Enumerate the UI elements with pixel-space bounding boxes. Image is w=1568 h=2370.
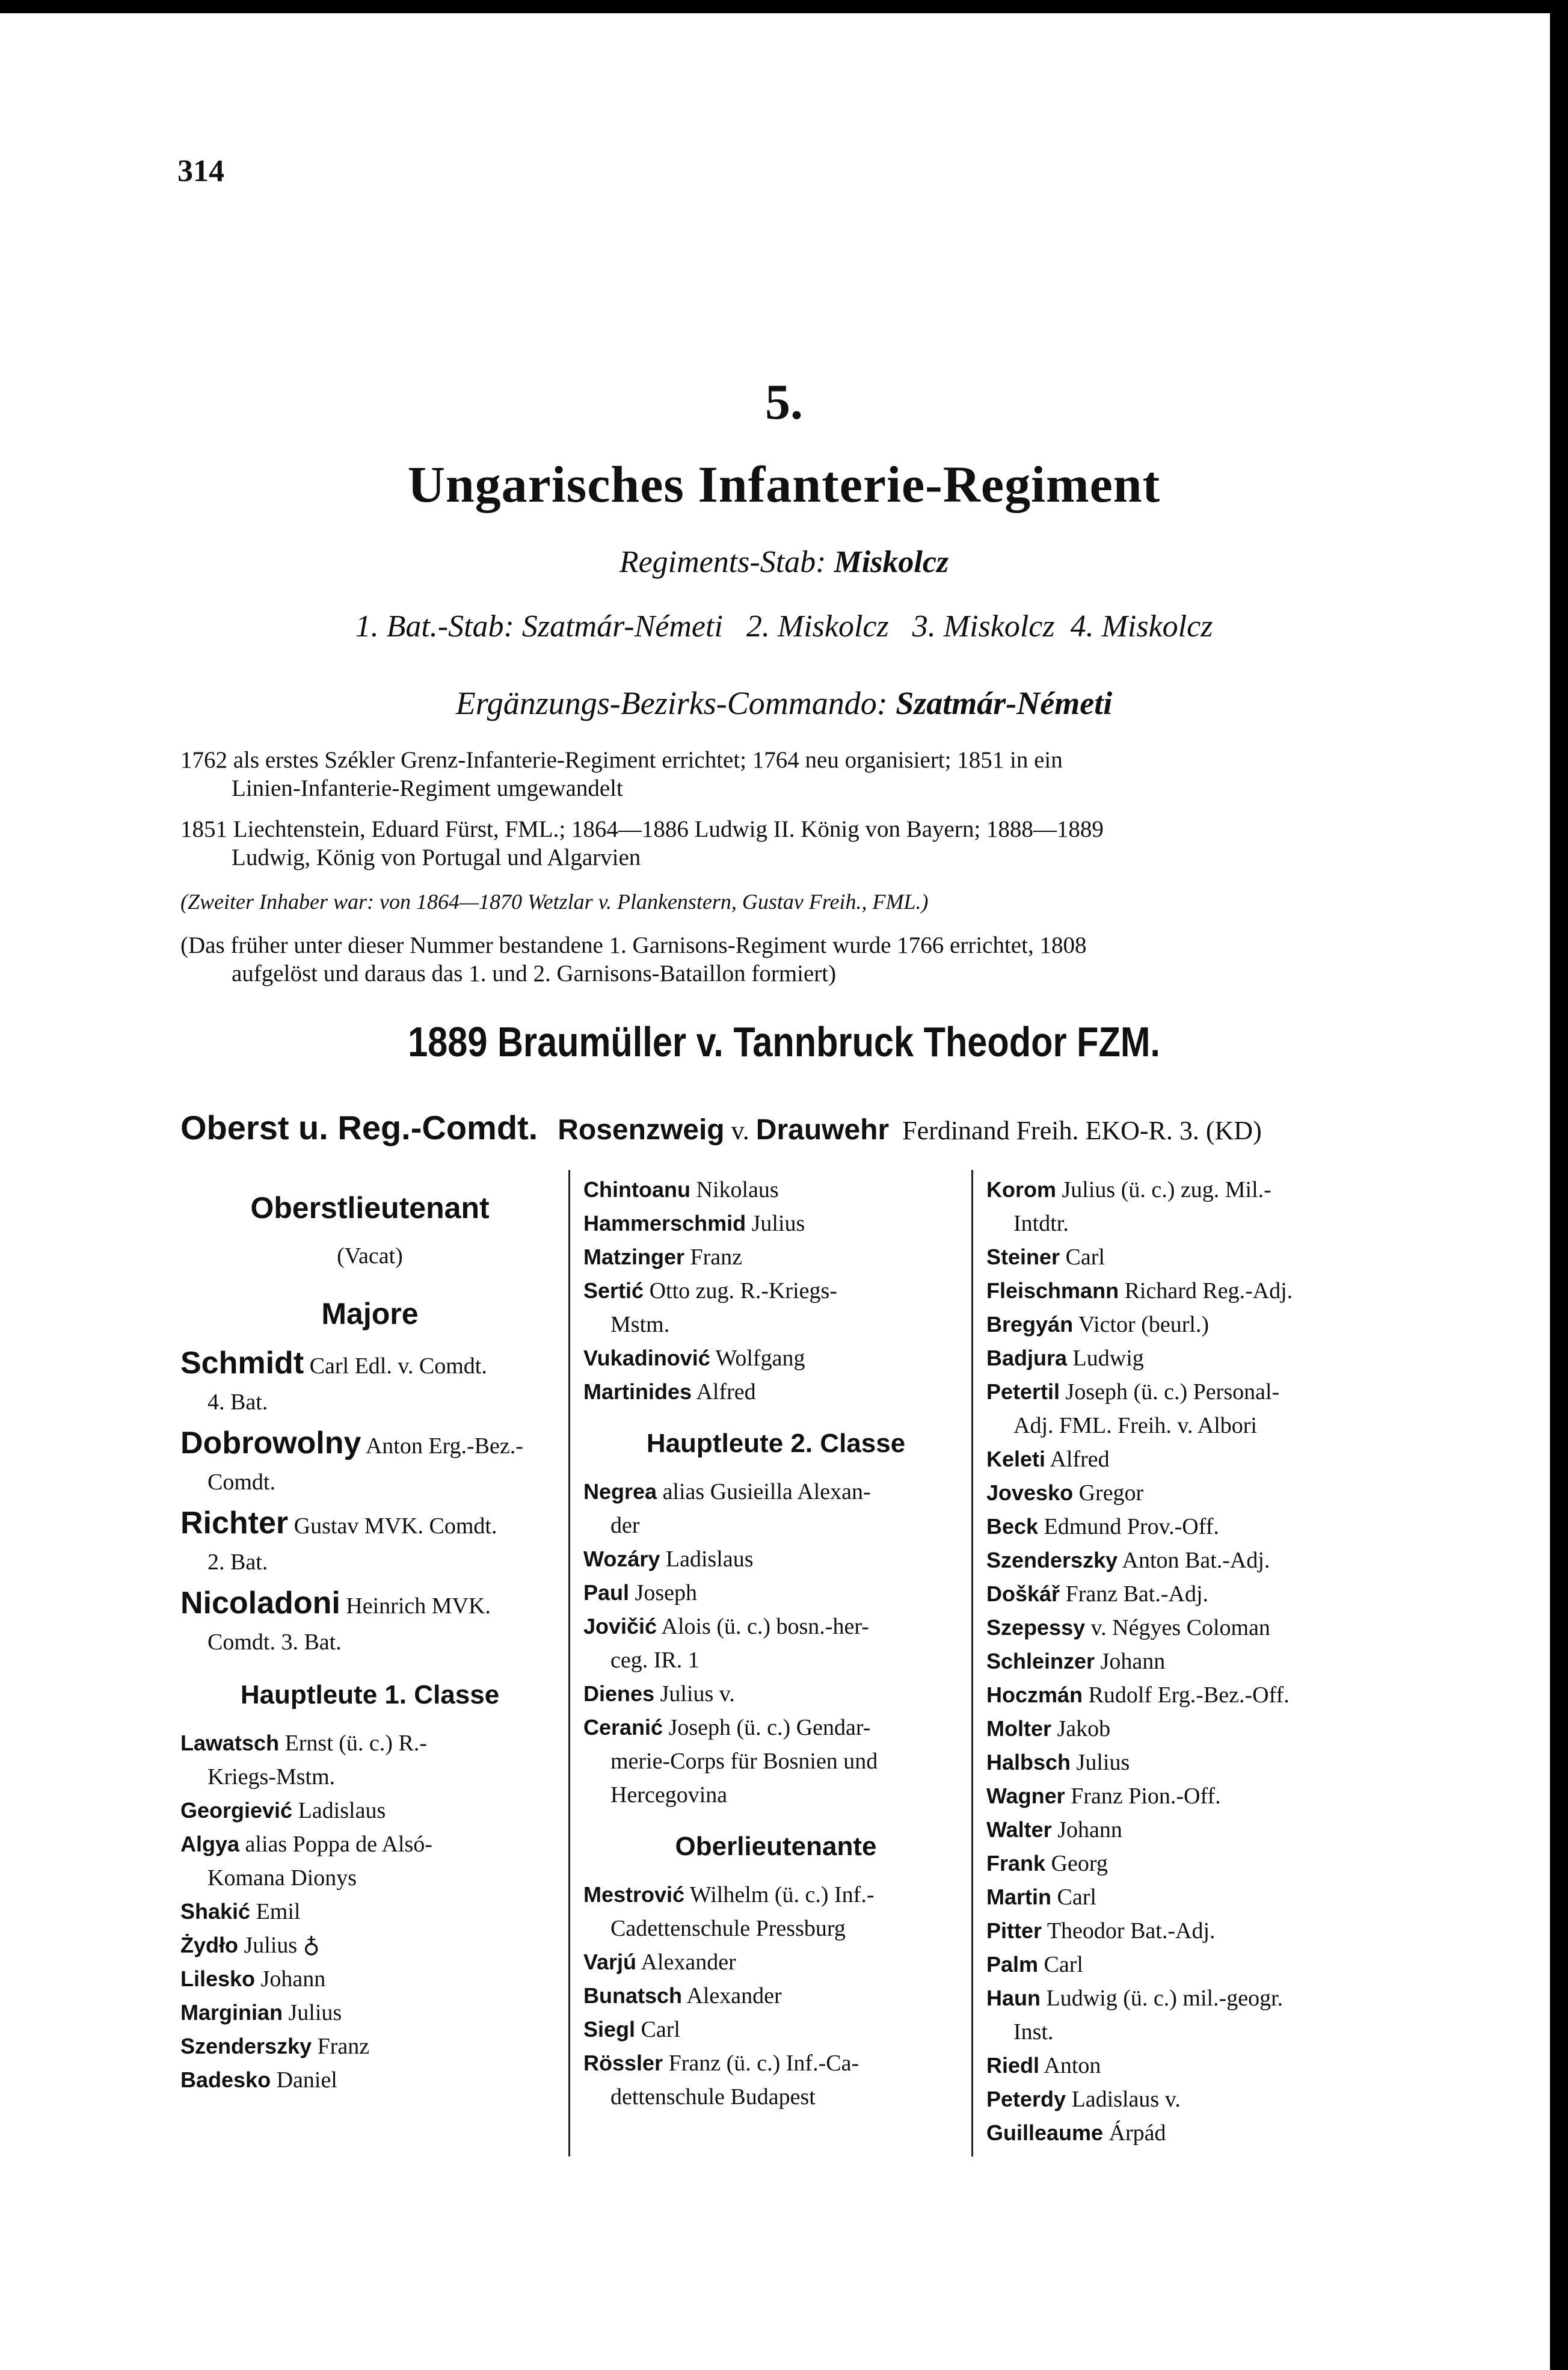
garnison-line-2: aufgelöst und daraus das 1. und 2. Garnisons-Bataillon formiert) bbox=[232, 961, 837, 986]
roster-entry bbox=[986, 1779, 1371, 1813]
roster-entry bbox=[986, 1476, 1371, 1510]
officer-details: Joseph bbox=[629, 1580, 697, 1605]
roster-entry bbox=[583, 1677, 968, 1711]
officer-surname: Peterdy bbox=[986, 2087, 1066, 2111]
roster-entry bbox=[180, 1425, 559, 1500]
officer-surname: Rössler bbox=[583, 2051, 663, 2075]
officer-surname: Jovesko bbox=[986, 1480, 1074, 1505]
officer-surname: Siegl bbox=[583, 2017, 636, 2042]
oberlieutenante-heading: Oberlieutenante bbox=[675, 1832, 877, 1861]
roster-entry bbox=[986, 1544, 1371, 1577]
roster-entry bbox=[986, 1948, 1371, 1981]
page-number: 314 bbox=[177, 154, 224, 188]
oberlieutenante-continued-list bbox=[986, 1173, 1371, 2150]
battalion-4: 4. Miskolcz bbox=[1070, 609, 1213, 644]
officer-details: Julius v. bbox=[654, 1681, 735, 1707]
officer-surname: Varjú bbox=[583, 1950, 637, 1974]
column-2 bbox=[583, 1173, 968, 2114]
ergaenzung-place: Szatmár-Németi bbox=[896, 685, 1113, 721]
roster-entry bbox=[180, 2030, 559, 2063]
officer-surname: Sertić bbox=[583, 1278, 644, 1303]
officer-details: Anton Bat.-Adj. bbox=[1118, 1548, 1270, 1573]
regiments-stab-line bbox=[0, 544, 1568, 580]
officer-details: Julius bbox=[283, 2000, 342, 2025]
officer-surname: Georgiević bbox=[180, 1798, 293, 1823]
roster-entry bbox=[986, 1173, 1371, 1240]
officer-details: Wolfgang bbox=[710, 1346, 805, 1371]
column-1 bbox=[180, 1173, 559, 2097]
roster-entry bbox=[583, 1542, 968, 1576]
officer-details: Alfred bbox=[1045, 1447, 1110, 1472]
officer-surname: Ceranić bbox=[583, 1715, 663, 1740]
officer-details: v. Négyes Coloman bbox=[1085, 1615, 1270, 1640]
garnison-line-1: (Das früher unter dieser Nummer bestandene 1. Garnisons-Regiment wurde 1766 errichtet, 1808 bbox=[180, 932, 1087, 958]
officer-surname: Halbsch bbox=[986, 1750, 1071, 1774]
roster-entry bbox=[986, 1813, 1371, 1847]
roster-entry bbox=[583, 1945, 968, 1979]
history-paragraph bbox=[180, 746, 1365, 802]
officer-details: Carl bbox=[1051, 1885, 1096, 1910]
roster-entry bbox=[986, 1274, 1371, 1308]
officer-surname: Palm bbox=[986, 1952, 1039, 1977]
officer-surname: Hammerschmid bbox=[583, 1211, 746, 1236]
officer-details-continued: Mstm. bbox=[610, 1312, 670, 1337]
roster-entry bbox=[583, 1341, 968, 1375]
roster-entry bbox=[180, 1962, 559, 1996]
roster-entry bbox=[986, 1712, 1371, 1746]
roster-entry bbox=[986, 1746, 1371, 1779]
roster-entry bbox=[986, 1341, 1371, 1375]
hauptleute-1-list bbox=[180, 1726, 559, 2097]
officer-surname: Keleti bbox=[986, 1447, 1046, 1471]
officer-details: Ladislaus v. bbox=[1066, 2087, 1181, 2112]
roster-entry bbox=[986, 1981, 1371, 2049]
regiment-title: Ungarisches Infanterie-Regiment bbox=[407, 455, 1161, 513]
officer-details-continued: Kriegs-Mstm. bbox=[208, 1764, 336, 1790]
roster-entry bbox=[986, 1375, 1371, 1442]
oberst-row bbox=[180, 1108, 1383, 1147]
officer-details: Ladislaus bbox=[292, 1798, 386, 1823]
zweiter-inhaber-note: (Zweiter Inhaber war: von 1864—1870 Wetzlar v. Plankenstern, Gustav Freih., FML.) bbox=[180, 890, 929, 914]
oberlieutenante-list bbox=[583, 1878, 968, 2114]
officer-surname: Paul bbox=[583, 1580, 630, 1605]
officer-surname: Marginian bbox=[180, 2000, 283, 2025]
officer-details: Franz Pion.-Off. bbox=[1065, 1784, 1221, 1809]
officer-details: Anton Erg.-Bez.- bbox=[361, 1433, 523, 1459]
battalion-1: 1. Bat.-Stab: Szatmár-Németi bbox=[355, 609, 723, 644]
roster-entry bbox=[986, 1510, 1371, 1544]
officer-details: Alfred bbox=[692, 1379, 756, 1405]
officer-details: Anton bbox=[1039, 2053, 1101, 2078]
hauptleute-continued-list bbox=[583, 1173, 968, 1409]
column-divider-1 bbox=[568, 1170, 570, 2156]
officer-details: Julius ♁ bbox=[238, 1933, 320, 1958]
current-inhaber: 1889 Braumüller v. Tannbruck Theodor FZM. bbox=[408, 1018, 1160, 1065]
roster-entry bbox=[180, 1928, 559, 1962]
roster-entry bbox=[583, 1878, 968, 1945]
roster-entry bbox=[583, 1610, 968, 1677]
officer-details-continued: der bbox=[610, 1513, 640, 1538]
roster-entry bbox=[583, 1240, 968, 1274]
officer-surname: Frank bbox=[986, 1851, 1046, 1876]
roster-entry bbox=[986, 1442, 1371, 1476]
roster-entry bbox=[180, 1794, 559, 1827]
ergaenzung-label: Ergänzungs-Bezirks-Commando: bbox=[455, 685, 888, 721]
roster-entry bbox=[986, 1678, 1371, 1712]
regiments-stab-label: Regiments-Stab: bbox=[619, 545, 826, 579]
oberst-rank: Oberst u. Reg.-Comdt. bbox=[180, 1109, 538, 1147]
officer-details: Otto zug. R.-Kriegs- bbox=[644, 1278, 837, 1304]
officer-surname: Szenderszky bbox=[986, 1548, 1118, 1572]
officer-surname: Bregyán bbox=[986, 1312, 1074, 1337]
officer-details: Árpád bbox=[1103, 2120, 1166, 2146]
inhaber-history-paragraph bbox=[180, 815, 1365, 872]
officer-surname: Wagner bbox=[986, 1784, 1065, 1808]
officer-details: Johann bbox=[1095, 1649, 1166, 1674]
officer-surname: Schmidt bbox=[180, 1346, 304, 1380]
officer-surname: Walter bbox=[986, 1817, 1052, 1842]
officer-surname: Chintoanu bbox=[583, 1177, 690, 1202]
column-divider-2 bbox=[971, 1170, 973, 2156]
inhaber-history-line-2: Ludwig, König von Portugal und Algarvien bbox=[232, 845, 641, 870]
hauptleute-2-list bbox=[583, 1475, 968, 1812]
officer-surname: Beck bbox=[986, 1514, 1039, 1539]
roster-entry bbox=[986, 1880, 1371, 1914]
roster-entry bbox=[986, 2049, 1371, 2082]
roster-entry bbox=[180, 1895, 559, 1928]
oberst-particle: v. bbox=[731, 1116, 749, 1145]
officer-surname: Molter bbox=[986, 1716, 1051, 1741]
officer-details: Franz (ü. c.) Inf.-Ca- bbox=[663, 2051, 859, 2076]
officer-details: Franz Bat.-Adj. bbox=[1060, 1581, 1209, 1607]
officer-surname: Nicoladoni bbox=[180, 1586, 340, 1621]
officer-details: Joseph (ü. c.) Personal- bbox=[1060, 1379, 1280, 1405]
roster-entry bbox=[986, 1645, 1371, 1678]
roster-entry bbox=[180, 1585, 559, 1660]
roster-entry bbox=[180, 1726, 559, 1794]
roster-entry bbox=[583, 1207, 968, 1240]
officer-details: alias Gusieilla Alexan- bbox=[657, 1479, 871, 1504]
officer-details: Carl Edl. v. Comdt. bbox=[304, 1353, 487, 1379]
officer-surname: Algya bbox=[180, 1832, 240, 1856]
officer-details-continued: Komana Dionys bbox=[208, 1865, 357, 1891]
ergaenzung-line bbox=[0, 685, 1568, 722]
officer-surname: Hoczmán bbox=[986, 1682, 1083, 1707]
officer-details: Ladislaus bbox=[660, 1547, 754, 1572]
officer-details: Ernst (ü. c.) R.- bbox=[279, 1731, 427, 1756]
officer-details: Julius (ü. c.) zug. Mil.- bbox=[1056, 1177, 1271, 1202]
officer-details: Theodor Bat.-Adj. bbox=[1042, 1918, 1216, 1944]
roster-entry bbox=[583, 1475, 968, 1542]
officer-details-continued: Comdt. bbox=[208, 1470, 275, 1495]
roster-entry bbox=[986, 2116, 1371, 2150]
officer-details-continued: 4. Bat. bbox=[208, 1390, 268, 1415]
officer-details-continued: ceg. IR. 1 bbox=[610, 1648, 699, 1673]
roster-entry bbox=[986, 1240, 1371, 1274]
roster-entry bbox=[583, 1274, 968, 1341]
officer-details-continued: Adj. FML. Freih. v. Albori bbox=[1013, 1413, 1257, 1438]
majore-heading: Majore bbox=[321, 1297, 419, 1331]
officer-details: alias Poppa de Alsó- bbox=[239, 1832, 432, 1857]
officer-surname: Richter bbox=[180, 1506, 289, 1540]
officer-surname: Pitter bbox=[986, 1918, 1042, 1943]
officer-surname: Martin bbox=[986, 1885, 1051, 1909]
officer-surname: Dobrowolny bbox=[180, 1426, 361, 1460]
officer-surname: Dienes bbox=[583, 1681, 655, 1706]
officer-details: Ludwig bbox=[1067, 1346, 1144, 1371]
officer-details: Alexander bbox=[682, 1983, 782, 2008]
officer-surname: Bunatsch bbox=[583, 1983, 683, 2008]
regiment-number: 5. bbox=[765, 374, 803, 430]
hauptleute-1-heading: Hauptleute 1. Classe bbox=[240, 1680, 500, 1710]
roster-entry bbox=[180, 1345, 559, 1420]
officer-surname: Lawatsch bbox=[180, 1731, 280, 1755]
column-3 bbox=[986, 1173, 1371, 2150]
officer-details: Carl bbox=[1038, 1952, 1083, 1977]
roster-entry bbox=[583, 2013, 968, 2046]
officer-details: Julius bbox=[1071, 1750, 1130, 1775]
regiments-stab-place: Miskolcz bbox=[834, 545, 949, 579]
officer-details-continued: 2. Bat. bbox=[208, 1550, 268, 1575]
officer-details: Victor (beurl.) bbox=[1073, 1312, 1210, 1337]
officer-details: Edmund Prov.-Off. bbox=[1038, 1514, 1219, 1539]
officer-surname: Jovičić bbox=[583, 1614, 657, 1639]
roster-entry bbox=[583, 1375, 968, 1409]
hauptleute-2-heading: Hauptleute 2. Classe bbox=[646, 1429, 906, 1458]
officer-surname: Lilesko bbox=[180, 1966, 256, 1991]
officer-details: Wilhelm (ü. c.) Inf.- bbox=[684, 1882, 875, 1907]
garnison-note bbox=[180, 931, 1365, 988]
oberst-details: Ferdinand Freih. EKO-R. 3. (KD) bbox=[902, 1116, 1262, 1145]
roster-entry bbox=[180, 2063, 559, 2097]
history-line-2: Linien-Infanterie-Regiment umgewandelt bbox=[232, 775, 623, 801]
officer-details-continued: Cadettenschule Pressburg bbox=[610, 1916, 846, 1941]
officer-surname: Wozáry bbox=[583, 1547, 660, 1571]
oberstlieutenant-heading: Oberstlieutenant bbox=[250, 1191, 490, 1225]
officer-details: Alois (ü. c.) bosn.-her- bbox=[657, 1614, 869, 1639]
officer-surname: Petertil bbox=[986, 1379, 1060, 1404]
officer-details: Jakob bbox=[1051, 1716, 1111, 1741]
battalion-3: 3. Miskolcz bbox=[912, 609, 1055, 644]
officer-surname: Negrea bbox=[583, 1479, 657, 1504]
officer-details: Georg bbox=[1045, 1851, 1108, 1876]
officer-surname: Fleischmann bbox=[986, 1278, 1119, 1303]
officer-surname: Korom bbox=[986, 1177, 1056, 1202]
roster-entry bbox=[986, 1914, 1371, 1948]
roster-entry bbox=[986, 1611, 1371, 1645]
officer-details: Julius bbox=[746, 1211, 805, 1236]
roster-entry bbox=[986, 1308, 1371, 1341]
officer-details: Richard Reg.-Adj. bbox=[1119, 1278, 1293, 1304]
officer-details-continued: dettenschule Budapest bbox=[610, 2084, 816, 2110]
history-line-1: 1762 als erstes Székler Grenz-Infanterie-Regiment errichtet; 1764 neu organisiert; 1851 in ein bbox=[180, 747, 1063, 773]
inhaber-history-line-1: 1851 Liechtenstein, Eduard Fürst, FML.; 1864—1886 Ludwig II. König von Bayern; 1888—1889 bbox=[180, 816, 1104, 842]
roster-entry bbox=[180, 1827, 559, 1895]
roster-entry bbox=[180, 1505, 559, 1580]
officer-details-continued: Comdt. 3. Bat. bbox=[208, 1630, 342, 1655]
officer-details: Rudolf Erg.-Bez.-Off. bbox=[1083, 1682, 1290, 1708]
officer-details-continued: merie-Corps für Bosnien und Hercegovina bbox=[610, 1749, 878, 1808]
officer-surname: Shakić bbox=[180, 1899, 251, 1924]
battalion-2: 2. Miskolcz bbox=[746, 609, 889, 644]
officer-details: Johann bbox=[1051, 1817, 1122, 1842]
officer-details: Gustav MVK. Comdt. bbox=[288, 1513, 497, 1539]
roster-entry bbox=[583, 1711, 968, 1812]
roster-entry bbox=[583, 1979, 968, 2013]
scan-border-right bbox=[1550, 0, 1568, 2370]
officer-details: Carl bbox=[1060, 1245, 1105, 1270]
officer-surname: Matzinger bbox=[583, 1245, 685, 1269]
officer-surname: Haun bbox=[986, 1986, 1041, 2010]
officer-surname: Badjura bbox=[986, 1346, 1068, 1370]
battalion-stabs-line bbox=[0, 609, 1568, 644]
officer-surname: Steiner bbox=[986, 1245, 1060, 1269]
officer-details: Ludwig (ü. c.) mil.-geogr. bbox=[1041, 1986, 1284, 2011]
officer-details: Joseph (ü. c.) Gendar- bbox=[663, 1715, 871, 1740]
officer-details: Franz bbox=[312, 2034, 370, 2059]
vacat-note: (Vacat) bbox=[337, 1243, 403, 1269]
officer-surname: Szenderszky bbox=[180, 2034, 312, 2058]
oberst-surname-2: Drauwehr bbox=[755, 1114, 890, 1146]
scan-border-top bbox=[0, 0, 1568, 13]
officer-surname: Guilleaume bbox=[986, 2120, 1104, 2145]
officer-details: Heinrich MVK. bbox=[340, 1593, 491, 1619]
roster-entry bbox=[583, 2046, 968, 2114]
officer-details: Alexander bbox=[636, 1950, 736, 1975]
officer-details: Gregor bbox=[1073, 1480, 1144, 1506]
officer-surname: Doškář bbox=[986, 1581, 1060, 1606]
roster-entry bbox=[986, 1577, 1371, 1611]
roster-entry bbox=[986, 1847, 1371, 1880]
officer-details: Carl bbox=[635, 2017, 680, 2042]
officer-surname: Szepessy bbox=[986, 1615, 1086, 1640]
roster-entry bbox=[583, 1173, 968, 1207]
officer-surname: Schleinzer bbox=[986, 1649, 1095, 1673]
officer-surname: Martinides bbox=[583, 1379, 692, 1404]
oberst-surname-1: Rosenzweig bbox=[558, 1114, 725, 1146]
majore-list bbox=[180, 1345, 559, 1660]
officer-surname: Riedl bbox=[986, 2053, 1040, 2078]
roster-entry bbox=[583, 1576, 968, 1610]
officer-details: Nikolaus bbox=[690, 1177, 779, 1202]
officer-details-continued: Inst. bbox=[1013, 2019, 1054, 2045]
officer-surname: Vukadinović bbox=[583, 1346, 710, 1370]
officer-details: Johann bbox=[255, 1966, 326, 1992]
officer-surname: Żydło bbox=[180, 1933, 238, 1957]
officer-surname: Mestrović bbox=[583, 1882, 685, 1907]
officer-details: Franz bbox=[684, 1245, 743, 1270]
officer-details: Daniel bbox=[271, 2067, 337, 2093]
officer-details: Emil bbox=[250, 1899, 301, 1924]
officer-surname: Badesko bbox=[180, 2067, 271, 2092]
roster-entry bbox=[180, 1996, 559, 2030]
roster-entry bbox=[986, 2082, 1371, 2116]
officer-details-continued: Intdtr. bbox=[1013, 1211, 1069, 1236]
